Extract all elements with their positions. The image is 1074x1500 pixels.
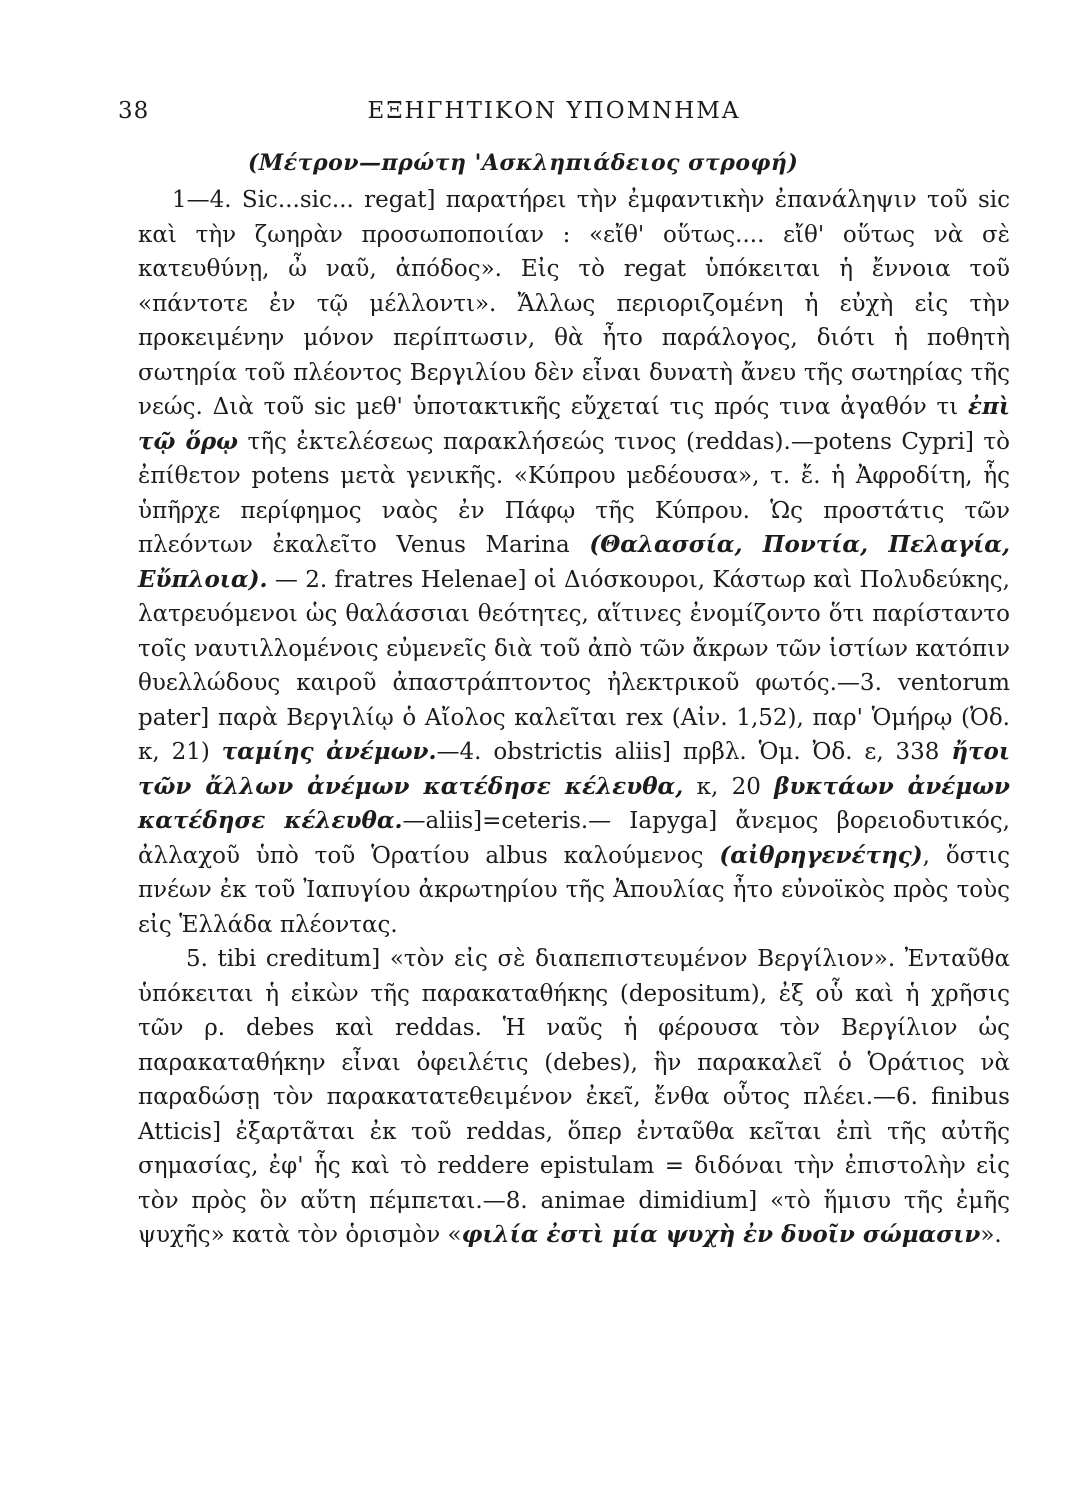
running-title: ΕΞΗΓΗΤΙΚΟΝ ΥΠΟΜΝΗΜΑ xyxy=(367,98,741,124)
emphasized-text: (Θαλασσία, Ποντία, Πελαγία, Εὔπλοια). xyxy=(138,531,1010,593)
text-run: κ, 20 xyxy=(696,773,761,800)
commentary-paragraph xyxy=(138,942,1010,1253)
page-header xyxy=(118,98,1018,128)
text-run: —aliis]=ceteris.— Iapyga] ἄνεμος βορειοδυτικός, ἀλλαχοῦ ὑπὸ τοῦ Ὁρατίου albus καλούμενος xyxy=(138,808,1010,869)
emphasized-text: φιλία ἐστὶ μία ψυχὴ ἐν δυοῖν σώμασιν xyxy=(461,1221,981,1248)
emphasized-text: ἐπὶ τῷ ὅρῳ xyxy=(138,393,1010,455)
emphasized-text: ἤτοι τῶν ἄλλων ἀνέμων κατέδησε κέλευθα, xyxy=(138,738,1010,800)
commentary-paragraph xyxy=(138,183,1010,942)
text-run: — 2. fratres Helenae] οἱ Διόσκουροι, Κάστωρ καὶ Πολυδεύκης, λατρευόμενοι ὡς θαλάσσιαι θεότητες, αἵτινες ἐνομίζοντο ὅτι παρίσταντο τοῖς ναυτιλλομένοις εὐμενεῖς διὰ τοῦ ἀπὸ τῶν ἄκρων τῶν ἱστίων κατόπιν θυελλώδους καιροῦ ἀπαστράπτοντος ἠλεκτρικοῦ φωτός.—3. ventorum pater] παρὰ Βεργιλίῳ ὁ Αἴολος καλεῖται rex (Αἰν. 1,52), παρ' Ὁμήρῳ (Ὀδ. κ, 21) xyxy=(138,566,1010,765)
text-run: 1—4. Sic...sic... regat] παρατήρει τὴν ἐμφαντικὴν ἐπανάληψιν τοῦ sic καὶ τὴν ζωηρὰν προσωποποιίαν : «εἴθ' οὕτως.... εἴθ' οὕτως νὰ σὲ κατευθύνῃ, ὦ ναῦ, ἀπόδος». Εἰς τὸ regat ὑπόκειται ἡ ἔννοια τοῦ «πάντοτε ἐν τῷ μέλλοντι». Ἄλλως περιοριζομένη ἡ εὐχὴ εἰς τὴν προκειμένην μόνον περίπτωσιν, θὰ ἦτο παράλογος, διότι ἡ ποθητὴ σωτηρία τοῦ πλέοντος Βεργιλίου δὲν εἶναι δυνατὴ ἄνευ τῆς σωτηρίας τῆς νεώς. Διὰ τοῦ sic μεθ' ὑποτακτικῆς εὔχεταί τις πρός τινα ἀγαθόν τι xyxy=(138,187,1010,420)
emphasized-text: ταμίης ἀνέμων. xyxy=(221,738,437,765)
text-run: ». xyxy=(980,1222,1002,1248)
text-run: —4. obstrictis aliis] πρβλ. Ὁμ. Ὀδ. ε, 338 xyxy=(436,739,940,765)
meter-subheading: (Μέτρον—πρώτη 'Ασκληπιάδειος στροφή) xyxy=(248,150,799,176)
text-run: 5. tibi creditum] «τὸν εἰς σὲ διαπεπιστευμένον Βεργίλιον». Ἐνταῦθα ὑπόκειται ἡ εἰκὼν τῆς παρακαταθήκης (depositum), ἐξ οὗ καὶ ἡ χρῆσις τῶν ρ. debes καὶ reddas. Ἡ ναῦς ἡ φέρουσα τὸν Βεργίλιον ὡς παρακαταθήκην εἶναι ὀφειλέτις (debes), ἣν παρακαλεῖ ὁ Ὁράτιος νὰ παραδώσῃ τὸν παρακατατεθειμένον ἐκεῖ, ἔνθα οὗτος πλέει.—6. finibus Atticis] ἐξαρτᾶται ἐκ τοῦ reddas, ὅπερ ἐνταῦθα κεῖται ἐπὶ τῆς αὐτῆς σημασίας, ἐφ' ἧς καὶ τὸ reddere epistulam = διδόναι τὴν ἐπιστολὴν εἰς τὸν πρὸς ὃν αὕτη πέμπεται.—8. animae dimidium] «τὸ ἥμισυ τῆς ἐμῆς ψυχῆς» κατὰ τὸν ὁρισμὸν « xyxy=(138,946,1010,1248)
text-run: , ὅστις πνέων ἐκ τοῦ Ἰαπυγίου ἀκρωτηρίου τῆς Ἀπουλίας ἦτο εὐνοϊκὸς πρὸς τοὺς εἰς Ἑλλάδα πλέοντας. xyxy=(138,842,1011,938)
text-run: τῆς ἐκτελέσεως παρακλήσεώς τινος (reddas).—potens Cypri] τὸ ἐπίθετον potens μετὰ γενικῆς. «Κύπρου μεδέουσα», τ. ἔ. ἡ Ἀφροδίτη, ἧς ὑπῆρχε περίφημος ναὸς ἐν Πάφῳ τῆς Κύπρου. Ὡς προστάτις τῶν πλεόντων ἐκαλεῖτο Venus Marina xyxy=(138,428,1011,558)
page-number: 38 xyxy=(118,98,150,124)
emphasized-text: βυκτάων ἀνέμων κατέδησε κέλευθα. xyxy=(138,772,1011,834)
emphasized-text: (αἰθρηγενέτης) xyxy=(719,841,923,869)
commentary-body xyxy=(138,183,1010,1253)
